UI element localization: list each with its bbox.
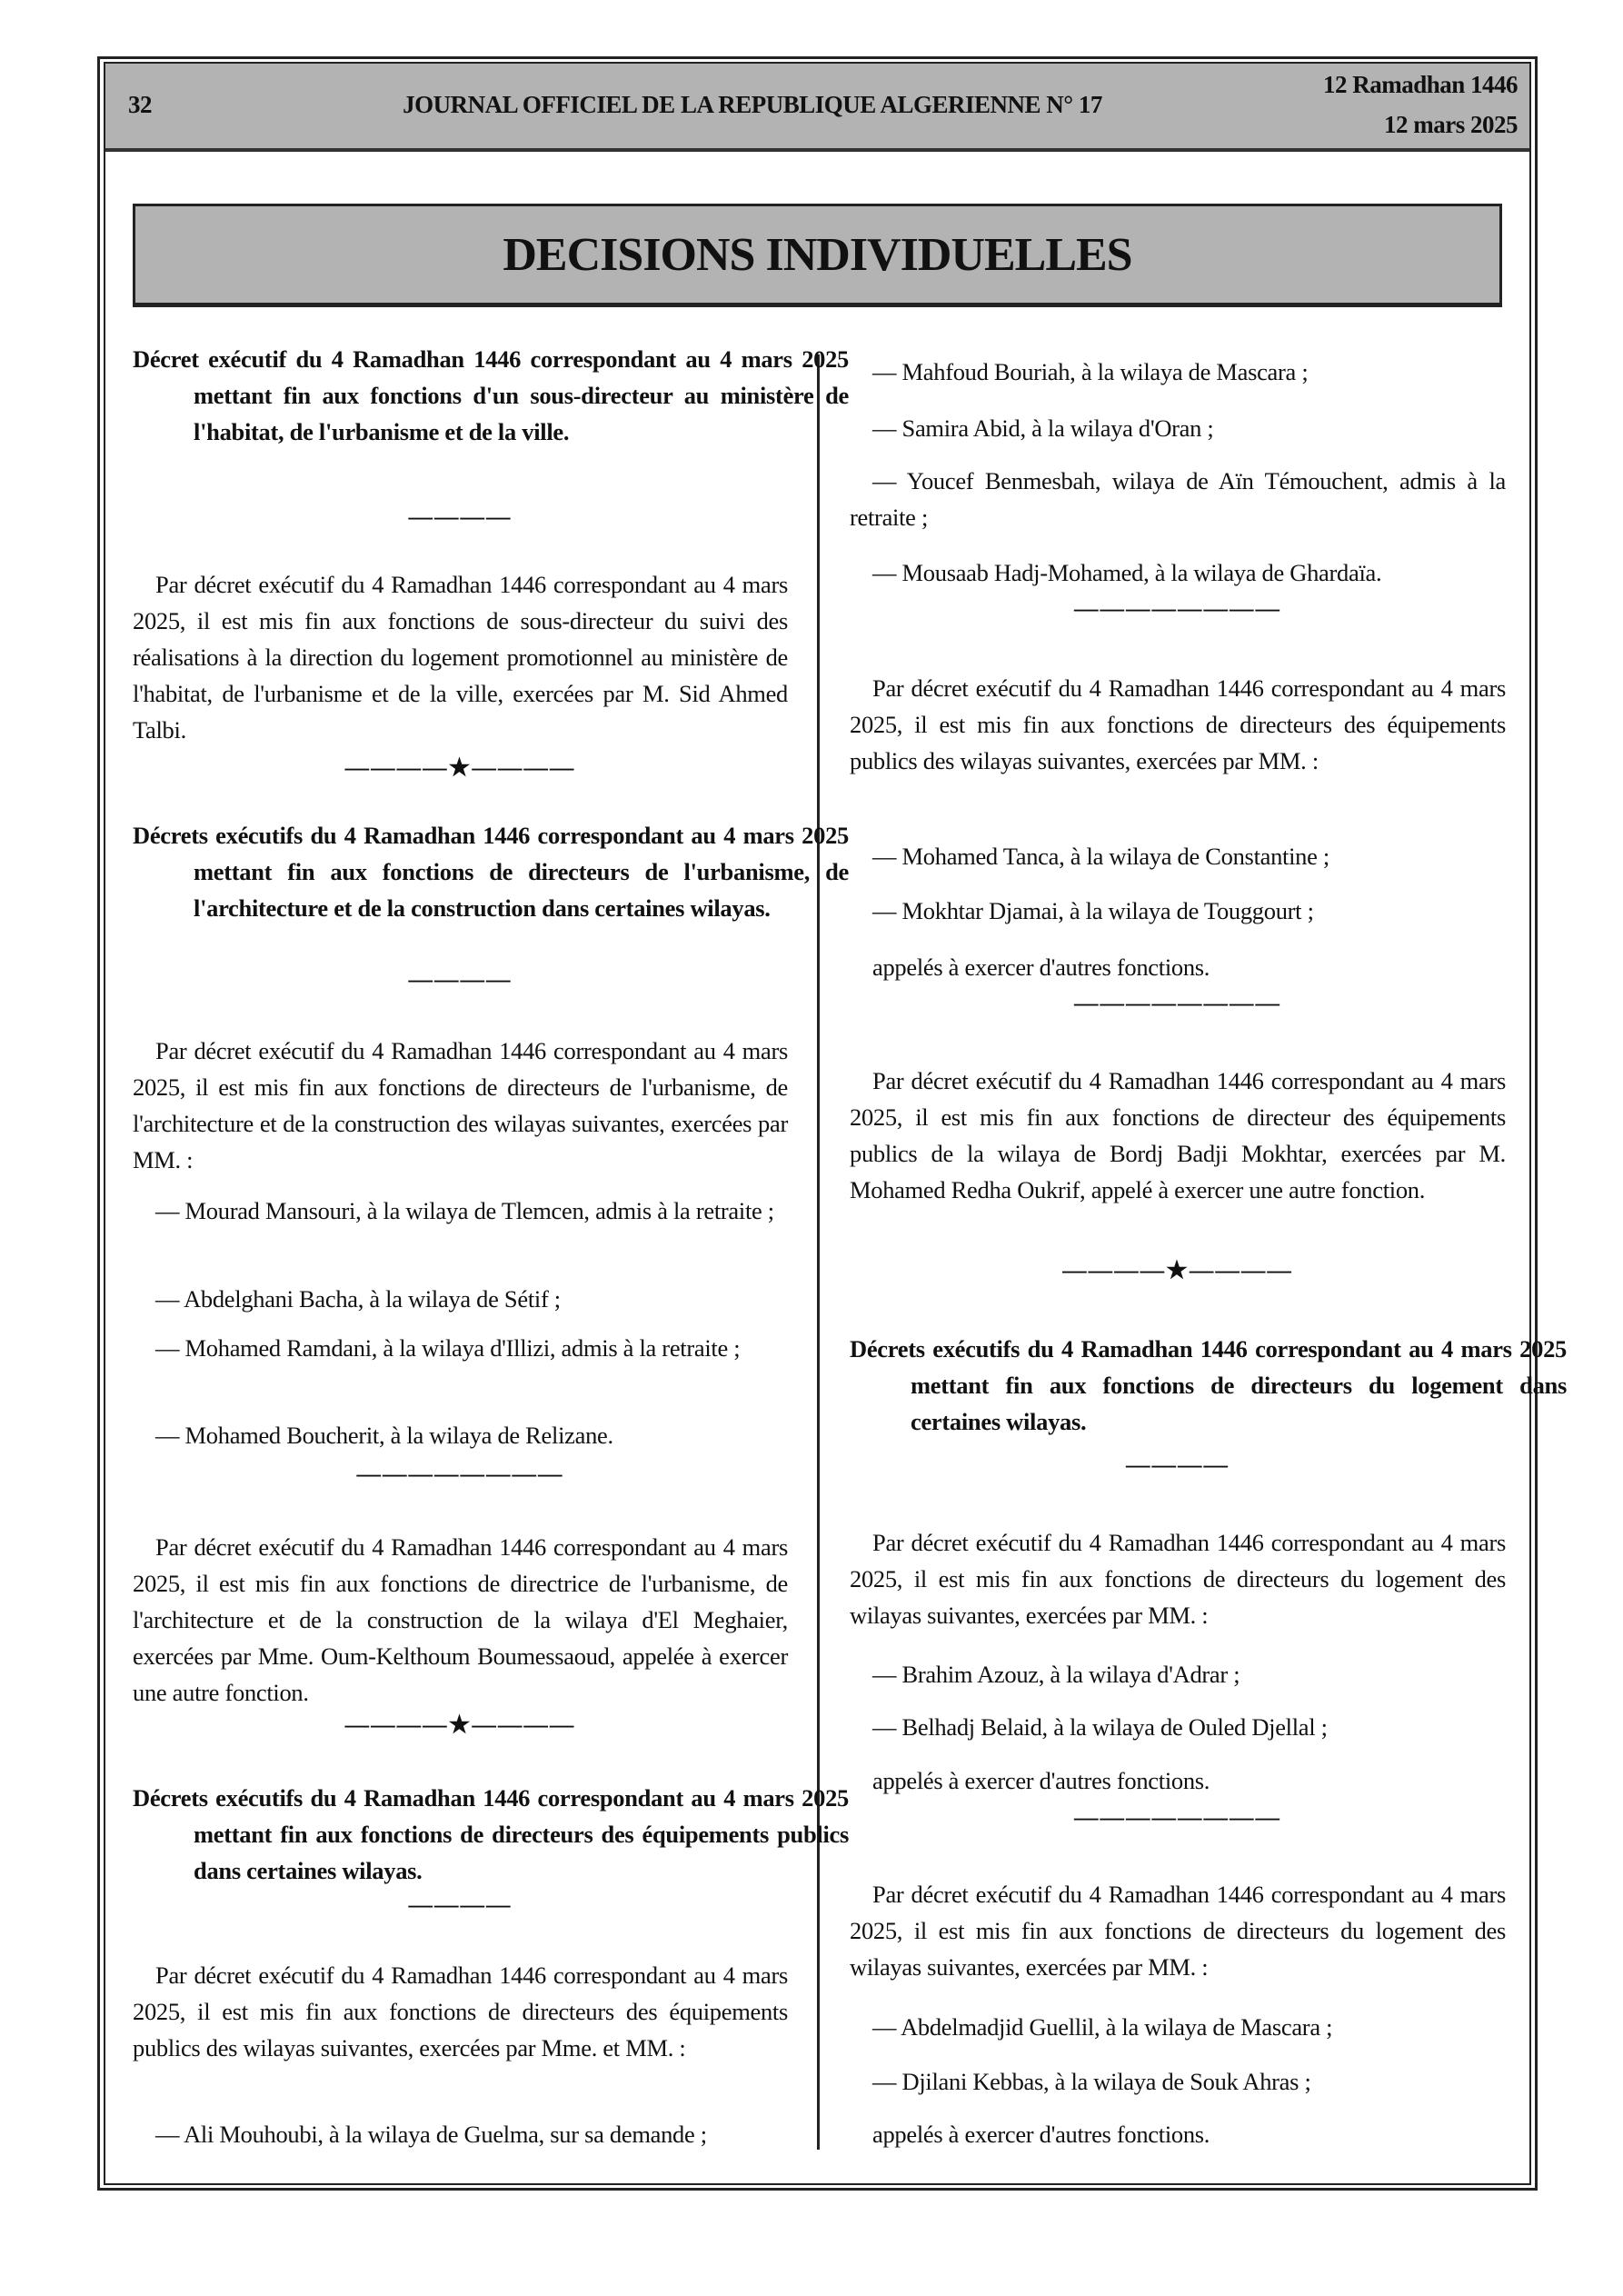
- list-item: appelés à exercer d'autres fonctions.: [872, 1767, 1210, 1794]
- list-item: — Abdelmadjid Guellil, à la wilaya de Mascara ;: [872, 2013, 1333, 2041]
- list-item: — Mokhtar Djamai, à la wilaya de Touggourt ;: [872, 897, 1314, 924]
- separator-long: ————————: [356, 1460, 564, 1487]
- separator-long: ————————: [1074, 989, 1281, 1016]
- decree-heading: Décrets exécutifs du 4 Ramadhan 1446 correspondant au 4 mars 2025 mettant fin aux fonctions de directeurs des équipements publics dans certaines wilayas.: [133, 1784, 849, 1884]
- decree-paragraph: Par décret exécutif du 4 Ramadhan 1446 correspondant au 4 mars 2025, il est mis fin aux fonctions de directeurs des équipements publics des wilayas suivantes, exercées par Mme. et MM. :: [133, 1962, 788, 2061]
- list-item: appelés à exercer d'autres fonctions.: [872, 2121, 1210, 2148]
- list-item: — Mohamed Ramdani, à la wilaya d'Illizi, admis à la retraite ;: [155, 1334, 741, 1362]
- list-item: — Mohamed Boucherit, à la wilaya de Relizane.: [155, 1422, 613, 1449]
- separator-star: ————★————: [1062, 1256, 1293, 1283]
- list-item: — Ali Mouhoubi, à la wilaya de Guelma, sur sa demande ;: [155, 2121, 707, 2148]
- section-title: DECISIONS INDIVIDUELLES: [503, 228, 1132, 281]
- decree-paragraph: Par décret exécutif du 4 Ramadhan 1446 correspondant au 4 mars 2025, il est mis fin aux fonctions de directeurs du logement des wilayas suivantes, exercées par MM. :: [850, 1881, 1506, 1981]
- separator-long: ————————: [1074, 594, 1281, 622]
- list-item: — Mourad Mansouri, à la wilaya de Tlemcen, admis à la retraite ;: [155, 1197, 774, 1224]
- separator-star: ————★————: [344, 754, 576, 781]
- separator-short: ————: [408, 503, 513, 530]
- list-item: — Youcef Benmesbah, wilaya de Aïn Témouchent, admis à la retraite ;: [850, 467, 1506, 531]
- separator-short: ————: [408, 1891, 513, 1918]
- date-hijri: 12 Ramadhan 1446: [1322, 71, 1518, 98]
- separator-star: ————★————: [344, 1711, 576, 1738]
- decree-heading: Décrets exécutifs du 4 Ramadhan 1446 correspondant au 4 mars 2025 mettant fin aux fonctions de directeurs du logement dans certaines wilayas.: [850, 1335, 1567, 1435]
- list-item: — Mohamed Tanca, à la wilaya de Constantine ;: [872, 843, 1329, 870]
- decree-heading: Décret exécutif du 4 Ramadhan 1446 correspondant au 4 mars 2025 mettant fin aux fonctions d'un sous-directeur au ministère de l'habitat, de l'urbanisme et de la ville.: [133, 345, 849, 445]
- decree-paragraph: Par décret exécutif du 4 Ramadhan 1446 correspondant au 4 mars 2025, il est mis fin aux fonctions de directeurs des équipements publics des wilayas suivantes, exercées par MM. :: [850, 674, 1506, 774]
- decree-paragraph: Par décret exécutif du 4 Ramadhan 1446 correspondant au 4 mars 2025, il est mis fin aux fonctions de directeurs du logement des wilayas suivantes, exercées par MM. :: [850, 1529, 1506, 1629]
- separator-short: ————: [1126, 1451, 1230, 1478]
- list-item: appelés à exercer d'autres fonctions.: [872, 953, 1210, 981]
- list-item: — Mahfoud Bouriah, à la wilaya de Mascara ;: [872, 358, 1309, 385]
- page-number: 32: [128, 91, 152, 118]
- section-title-box: [133, 204, 1502, 307]
- decree-paragraph: Par décret exécutif du 4 Ramadhan 1446 correspondant au 4 mars 2025, il est mis fin aux fonctions de directeur des équipements publics de la wilaya de Bordj Badji Mokhtar, exercées par M. Mohamed Redha Oukrif, appelé à exercer une autre fonction.: [850, 1067, 1506, 1203]
- separator-short: ————: [408, 965, 513, 993]
- list-item: — Mousaab Hadj-Mohamed, à la wilaya de Ghardaïa.: [872, 559, 1382, 586]
- decree-paragraph: Par décret exécutif du 4 Ramadhan 1446 correspondant au 4 mars 2025, il est mis fin aux fonctions de sous-directeur du suivi des réalisations à la direction du logement promotionnel au ministère de l'habitat, de l'urbanisme et de la ville, exercées par M. Sid Ahmed Talbi.: [133, 571, 788, 744]
- list-item: — Samira Abid, à la wilaya d'Oran ;: [872, 414, 1214, 442]
- decree-heading: Décrets exécutifs du 4 Ramadhan 1446 correspondant au 4 mars 2025 mettant fin aux fonctions de directeurs de l'urbanisme, de l'architecture et de la construction dans certaines wilayas.: [133, 822, 849, 922]
- journal-title: JOURNAL OFFICIEL DE LA REPUBLIQUE ALGERIENNE N° 17: [403, 91, 1102, 118]
- decree-paragraph: Par décret exécutif du 4 Ramadhan 1446 correspondant au 4 mars 2025, il est mis fin aux fonctions de directrice de l'urbanisme, de l'architecture et de la construction de la wilaya d'El Meghaier, exercées par Mme. Oum-Kelthoum Boumessaoud, appelée à exercer une autre fonction.: [133, 1533, 788, 1706]
- list-item: — Djilani Kebbas, à la wilaya de Souk Ahras ;: [872, 2068, 1311, 2095]
- list-item: — Belhadj Belaid, à la wilaya de Ouled Djellal ;: [872, 1713, 1328, 1741]
- date-gregorian: 12 mars 2025: [1384, 111, 1518, 138]
- separator-long: ————————: [1074, 1803, 1281, 1831]
- list-item: — Brahim Azouz, à la wilaya d'Adrar ;: [872, 1661, 1240, 1688]
- decree-paragraph: Par décret exécutif du 4 Ramadhan 1446 correspondant au 4 mars 2025, il est mis fin aux fonctions de directeurs de l'urbanisme, de l'architecture et de la construction des wilayas suivantes, exercées par MM. :: [133, 1037, 788, 1173]
- list-item: — Abdelghani Bacha, à la wilaya de Sétif ;: [155, 1285, 561, 1313]
